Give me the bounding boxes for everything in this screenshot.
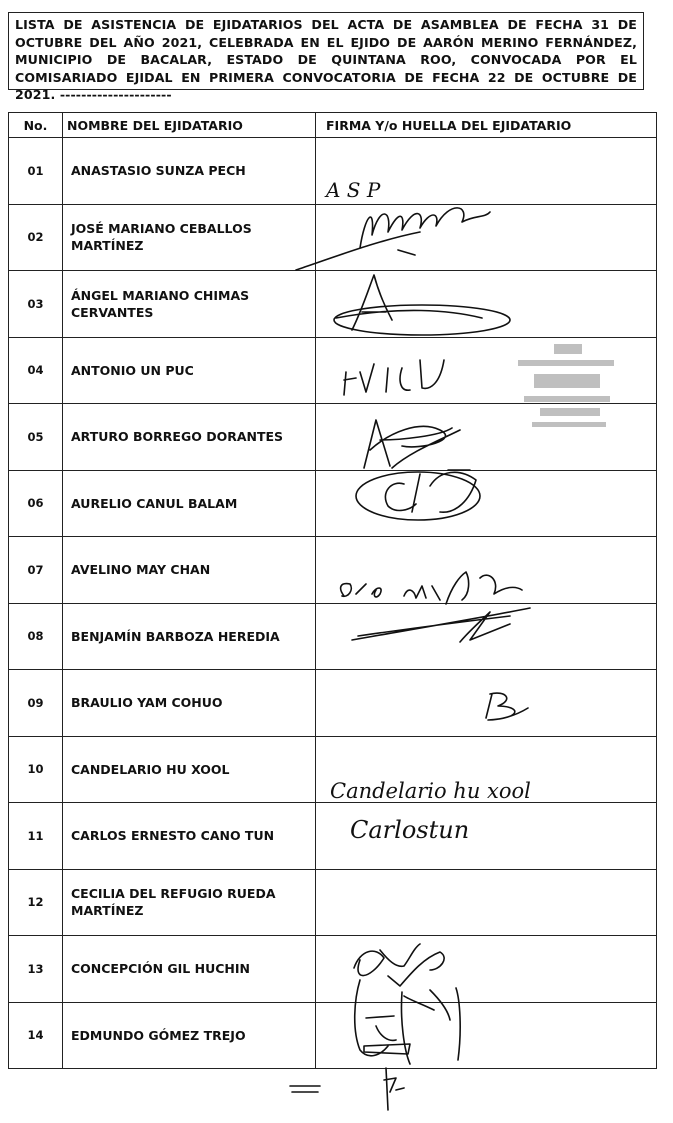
row-number: 06	[9, 470, 63, 537]
document-header-box	[8, 12, 644, 102]
row-number: 03	[9, 271, 63, 338]
row-number: 10	[9, 736, 63, 803]
signature-cell	[316, 470, 657, 537]
member-name: CARLOS ERNESTO CANO TUN	[63, 803, 316, 870]
table-row	[9, 603, 657, 670]
signature-row10: Candelario hu xool	[330, 779, 531, 803]
table-row	[9, 670, 657, 737]
member-name: EDMUNDO GÓMEZ TREJO	[63, 1002, 316, 1069]
signature-cell	[316, 204, 657, 271]
signature-row01: A S P	[326, 178, 381, 202]
row-number: 11	[9, 803, 63, 870]
member-name: CANDELARIO HU XOOL	[63, 736, 316, 803]
table-row	[9, 271, 657, 338]
row-number: 01	[9, 138, 63, 205]
official-stamp	[514, 342, 620, 434]
table-row	[9, 936, 657, 1003]
table-header-row	[9, 113, 657, 138]
row-number: 13	[9, 936, 63, 1003]
member-name: CECILIA DEL REFUGIO RUEDA MARTÍNEZ	[63, 869, 316, 936]
col-header-name: NOMBRE DEL EJIDATARIO	[63, 113, 316, 138]
member-name: ANASTASIO SUNZA PECH	[63, 138, 316, 205]
signature-cell	[316, 803, 657, 870]
signature-cell	[316, 736, 657, 803]
member-name: ÁNGEL MARIANO CHIMAS CERVANTES	[63, 271, 316, 338]
member-name: ANTONIO UN PUC	[63, 337, 316, 404]
row-number: 09	[9, 670, 63, 737]
table-row	[9, 537, 657, 604]
signature-cell	[316, 670, 657, 737]
signature-cell	[316, 271, 657, 338]
table-row	[9, 736, 657, 803]
table-row	[9, 204, 657, 271]
row-number: 04	[9, 337, 63, 404]
member-name: ARTURO BORREGO DORANTES	[63, 404, 316, 471]
row-number: 07	[9, 537, 63, 604]
signature-cell	[316, 936, 657, 1003]
row-number: 12	[9, 869, 63, 936]
signature-cell	[316, 537, 657, 604]
row-number: 14	[9, 1002, 63, 1069]
table-row	[9, 138, 657, 205]
member-name: CONCEPCIÓN GIL HUCHIN	[63, 936, 316, 1003]
table-row	[9, 1002, 657, 1069]
header-text: LISTA DE ASISTENCIA DE EJIDATARIOS DEL ACTA DE ASAMBLEA DE FECHA 31 DE OCTUBRE DEL AÑO 2021, CELEBRADA EN EL EJIDO DE AARÓN MERINO FERNÁNDEZ, MUNICIPIO DE BACALAR, ESTADO DE QUINTANA ROO, CONVOCADA POR EL COMISARIADO EJIDAL EN PRIMERA CONVOCATORIA DE FECHA 22 DE OCTUBRE DE 2021. ---------------------	[15, 17, 637, 102]
table-row	[9, 803, 657, 870]
signature-cell	[316, 138, 657, 205]
col-header-signature: FIRMA Y/o HUELLA DEL EJIDATARIO	[316, 113, 657, 138]
member-name: BRAULIO YAM COHUO	[63, 670, 316, 737]
attendance-table	[8, 112, 657, 1069]
signature-cell	[316, 603, 657, 670]
row-number: 05	[9, 404, 63, 471]
member-name: BENJAMÍN BARBOZA HEREDIA	[63, 603, 316, 670]
signature-cell	[316, 869, 657, 936]
signature-row11: Carlostun	[350, 816, 470, 844]
table-row	[9, 869, 657, 936]
row-number: 08	[9, 603, 63, 670]
member-name: AVELINO MAY CHAN	[63, 537, 316, 604]
table-row	[9, 470, 657, 537]
member-name: AURELIO CANUL BALAM	[63, 470, 316, 537]
signature-cell	[316, 1002, 657, 1069]
member-name: JOSÉ MARIANO CEBALLOS MARTÍNEZ	[63, 204, 316, 271]
col-header-number: No.	[9, 113, 63, 138]
row-number: 02	[9, 204, 63, 271]
